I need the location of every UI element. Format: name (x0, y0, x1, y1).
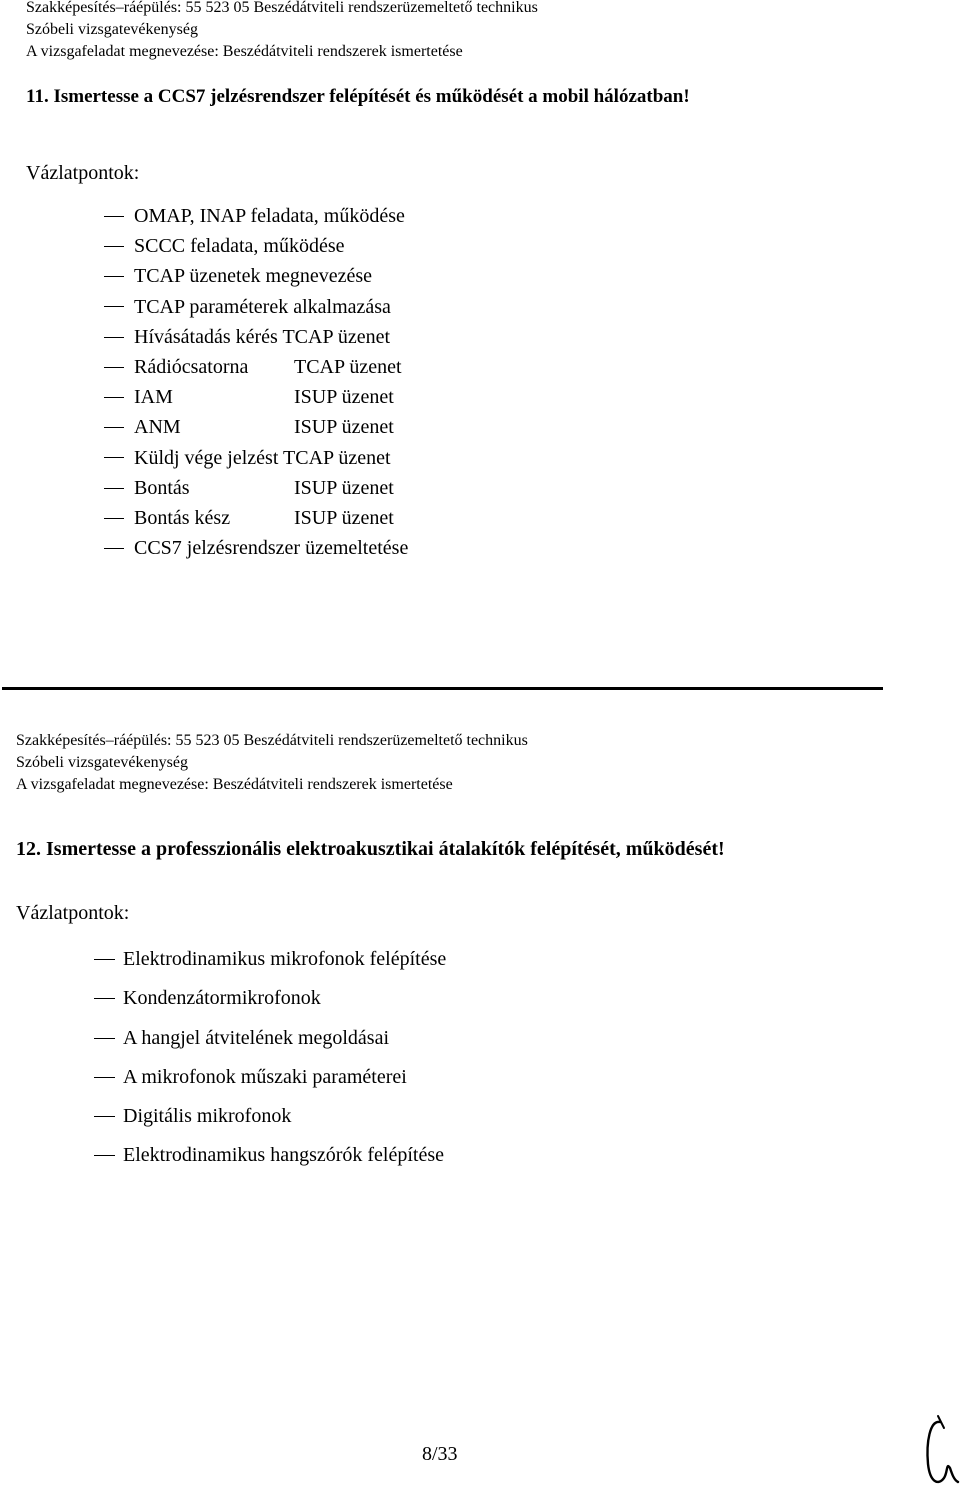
item-text: A hangjel átvitelének megoldásai (123, 1026, 390, 1049)
list-item (94, 979, 446, 1018)
outline-label-11: Vázlatpontok: (26, 162, 140, 184)
header-qualification: Szakképesítés–ráépülés: 55 523 05 Beszédátviteli rendszerüzemeltető technikus (16, 732, 528, 749)
list-item (104, 533, 408, 563)
question-12-title: 12. Ismertesse a professzionális elektroakusztikai átalakítók felépítését, működését! (16, 838, 725, 860)
outline-list-11 (104, 201, 408, 563)
item-type: ISUP üzenet (294, 386, 394, 409)
header-exam-type: Szóbeli vizsgatevékenység (16, 754, 188, 771)
list-item (104, 261, 408, 291)
item-text: TCAP üzenetek megnevezése (134, 265, 373, 288)
dash-bullet (104, 427, 124, 428)
dash-bullet (104, 518, 124, 519)
header-task-name: A vizsgafeladat megnevezése: Beszédátviteli rendszerek ismertetése (16, 776, 453, 793)
item-text: SCCC feladata, működése (134, 235, 345, 258)
dash-bullet (94, 959, 115, 960)
list-item (104, 231, 408, 261)
dash-bullet (104, 306, 124, 307)
item-text: ANM (134, 416, 181, 439)
dash-bullet (104, 367, 124, 368)
item-type: ISUP üzenet (294, 476, 394, 499)
item-text: Elektrodinamikus mikrofonok felépítése (123, 948, 447, 970)
list-item (104, 201, 408, 231)
header-qualification: Szakképesítés–ráépülés: 55 523 05 Beszédátviteli rendszerüzemeltető technikus (26, 0, 538, 16)
item-text: Rádiócsatorna (134, 355, 249, 378)
page-number: 8/33 (422, 1443, 458, 1465)
list-item (104, 443, 408, 473)
dash-bullet (104, 548, 124, 549)
item-type: ISUP üzenet (294, 416, 394, 439)
item-text: Bontás (134, 476, 190, 499)
item-text: A mikrofonok műszaki paraméterei (123, 1065, 407, 1088)
item-text: Elektrodinamikus hangszórók felépítése (123, 1144, 445, 1167)
dash-bullet (104, 488, 124, 489)
item-text: CCS7 jelzésrendszer üzemeltetése (134, 537, 409, 560)
item-text: Küldj vége jelzést TCAP üzenet (134, 446, 391, 469)
dash-bullet (94, 1155, 115, 1156)
list-item (104, 352, 408, 382)
page-divider (2, 687, 883, 690)
dash-bullet (94, 1038, 115, 1039)
outline-label-12: Vázlatpontok: (16, 902, 130, 924)
item-text: Kondenzátormikrofonok (123, 987, 321, 1010)
header-exam-type: Szóbeli vizsgatevékenység (26, 21, 198, 38)
dash-bullet (104, 457, 124, 458)
item-type: TCAP üzenet (294, 355, 402, 378)
item-text: IAM (134, 386, 173, 409)
item-text: Digitális mikrofonok (123, 1105, 292, 1128)
dash-bullet (104, 216, 124, 217)
list-item (104, 322, 408, 352)
list-item (94, 940, 446, 979)
list-item (94, 1097, 446, 1136)
list-item (94, 1058, 446, 1097)
list-item (104, 382, 408, 412)
dash-bullet (94, 1077, 115, 1078)
dash-bullet (104, 276, 124, 277)
question-11-title: 11. Ismertesse a CCS7 jelzésrendszer felépítését és működését a mobil hálózatban! (26, 86, 690, 107)
dash-bullet (104, 397, 124, 398)
item-type: ISUP üzenet (294, 506, 394, 529)
header-task-name: A vizsgafeladat megnevezése: Beszédátviteli rendszerek ismertetése (26, 43, 463, 60)
item-text: Hívásátadás kérés TCAP üzenet (134, 325, 391, 348)
item-text: Bontás kész (134, 506, 231, 529)
page-header-bottom (16, 730, 528, 796)
page-header-top (26, 0, 538, 63)
item-text: TCAP paraméterek alkalmazása (134, 295, 391, 318)
item-text: OMAP, INAP feladata, működése (134, 205, 405, 227)
list-item (104, 292, 408, 322)
dash-bullet (94, 998, 115, 999)
dash-bullet (104, 246, 124, 247)
dash-bullet (104, 337, 124, 338)
list-item (104, 503, 408, 533)
outline-list-12 (94, 940, 446, 1176)
list-item (94, 1019, 446, 1058)
dash-bullet (94, 1116, 115, 1117)
list-item (104, 412, 408, 442)
list-item (94, 1136, 446, 1175)
list-item (104, 473, 408, 503)
signature-mark (918, 1412, 960, 1491)
